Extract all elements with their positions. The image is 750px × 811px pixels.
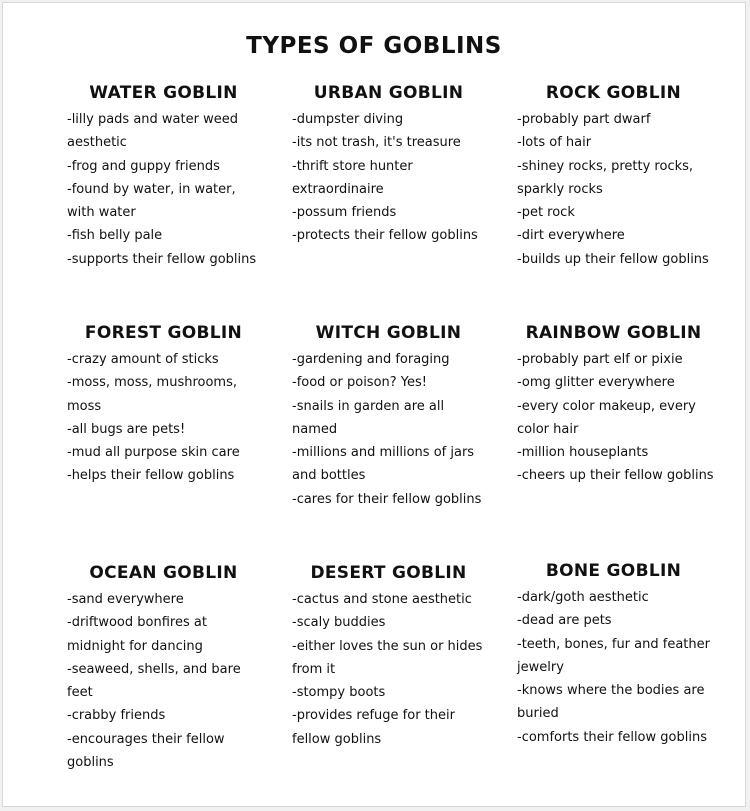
trait-list: [286, 348, 491, 511]
trait-item: -teeth, bones, fur and feather jewelry: [517, 636, 710, 675]
trait-item: -crabby friends: [67, 708, 166, 724]
trait-item: -lilly pads and water weed aesthetic: [67, 112, 238, 151]
trait-list: [286, 108, 491, 248]
trait-item: -protects their fellow goblins: [292, 228, 478, 244]
goblin-name: BONE GOBLIN: [545, 561, 682, 581]
trait-item: -found by water, in water, with water: [67, 181, 236, 221]
goblin-card-water: [61, 83, 266, 271]
trait-item: -dumpster diving: [292, 112, 404, 127]
goblin-name: ROCK GOBLIN: [545, 83, 682, 103]
goblin-name: DESERT GOBLIN: [310, 563, 467, 583]
trait-item: -either loves the sun or hides from it: [292, 638, 483, 677]
goblin-card-ocean: [61, 563, 266, 774]
trait-item: -probably part dwarf: [517, 112, 651, 127]
trait-list: [286, 588, 491, 751]
trait-item: -cactus and stone aesthetic: [292, 592, 472, 607]
trait-item: -provides refuge for their fellow goblins: [292, 708, 455, 747]
goblin-name: WITCH GOBLIN: [315, 323, 462, 343]
page-title: TYPES OF GOBLINS: [246, 33, 502, 59]
goblin-name: RAINBOW GOBLIN: [525, 323, 702, 343]
trait-list: [61, 108, 266, 271]
trait-item: -stompy boots: [292, 685, 386, 701]
trait-item: -seaweed, shells, and bare feet: [67, 661, 241, 701]
trait-item: -millions and millions of jars and bottles: [292, 445, 475, 484]
goblin-name: WATER GOBLIN: [89, 83, 238, 103]
trait-list: [511, 586, 716, 749]
trait-item: -mud all purpose skin care: [67, 445, 240, 461]
goblin-card-bone: [511, 561, 716, 749]
trait-item: -moss, moss, mushrooms, moss: [67, 375, 237, 414]
page-sheet: [2, 2, 746, 807]
trait-item: -food or poison? Yes!: [292, 375, 428, 391]
trait-item: -fish belly pale: [67, 228, 163, 244]
goblin-card-forest: [61, 323, 266, 488]
trait-list: [511, 108, 716, 271]
goblin-card-desert: [286, 563, 491, 751]
trait-item: -driftwood bonfires at midnight for dancing: [67, 615, 207, 654]
trait-item: -omg glitter everywhere: [517, 375, 675, 391]
trait-item: -supports their fellow goblins: [67, 251, 257, 267]
trait-item: -all bugs are pets!: [67, 421, 186, 437]
trait-item: -cares for their fellow goblins: [292, 491, 482, 507]
goblin-card-rainbow: [511, 323, 716, 488]
trait-item: -dirt everywhere: [517, 228, 625, 244]
trait-list: [61, 348, 266, 488]
trait-item: -crazy amount of sticks: [67, 352, 219, 367]
trait-item: -lots of hair: [517, 135, 592, 151]
trait-list: [61, 588, 266, 774]
trait-item: -shiney rocks, pretty rocks, sparkly rocks: [517, 158, 694, 197]
trait-item: -its not trash, it's treasure: [292, 135, 461, 151]
trait-item: -gardening and foraging: [292, 352, 450, 367]
trait-item: -scaly buddies: [292, 615, 386, 631]
goblin-card-witch: [286, 323, 491, 511]
trait-item: -helps their fellow goblins: [67, 468, 235, 484]
goblin-name: FOREST GOBLIN: [84, 323, 243, 343]
goblin-name: OCEAN GOBLIN: [89, 563, 238, 583]
trait-item: -probably part elf or pixie: [517, 352, 683, 367]
trait-list: [511, 348, 716, 488]
trait-item: -every color makeup, every color hair: [517, 398, 696, 437]
trait-item: -frog and guppy friends: [67, 158, 220, 174]
trait-item: -million houseplants: [517, 445, 649, 461]
goblin-card-rock: [511, 83, 716, 271]
trait-item: -possum friends: [292, 205, 397, 221]
goblin-card-urban: [286, 83, 491, 248]
trait-item: -builds up their fellow goblins: [517, 251, 709, 267]
trait-item: -thrift store hunter extraordinaire: [292, 158, 413, 197]
trait-item: -dark/goth aesthetic: [517, 590, 649, 605]
trait-item: -sand everywhere: [67, 592, 184, 607]
trait-item: -cheers up their fellow goblins: [517, 468, 714, 484]
trait-item: -encourages their fellow goblins: [67, 731, 225, 771]
goblin-name: URBAN GOBLIN: [313, 83, 464, 103]
trait-item: -pet rock: [517, 205, 575, 221]
trait-item: -knows where the bodies are buried: [517, 683, 705, 722]
trait-item: -snails in garden are all named: [292, 398, 445, 437]
trait-item: -dead are pets: [517, 613, 612, 629]
trait-item: -comforts their fellow goblins: [517, 729, 707, 745]
